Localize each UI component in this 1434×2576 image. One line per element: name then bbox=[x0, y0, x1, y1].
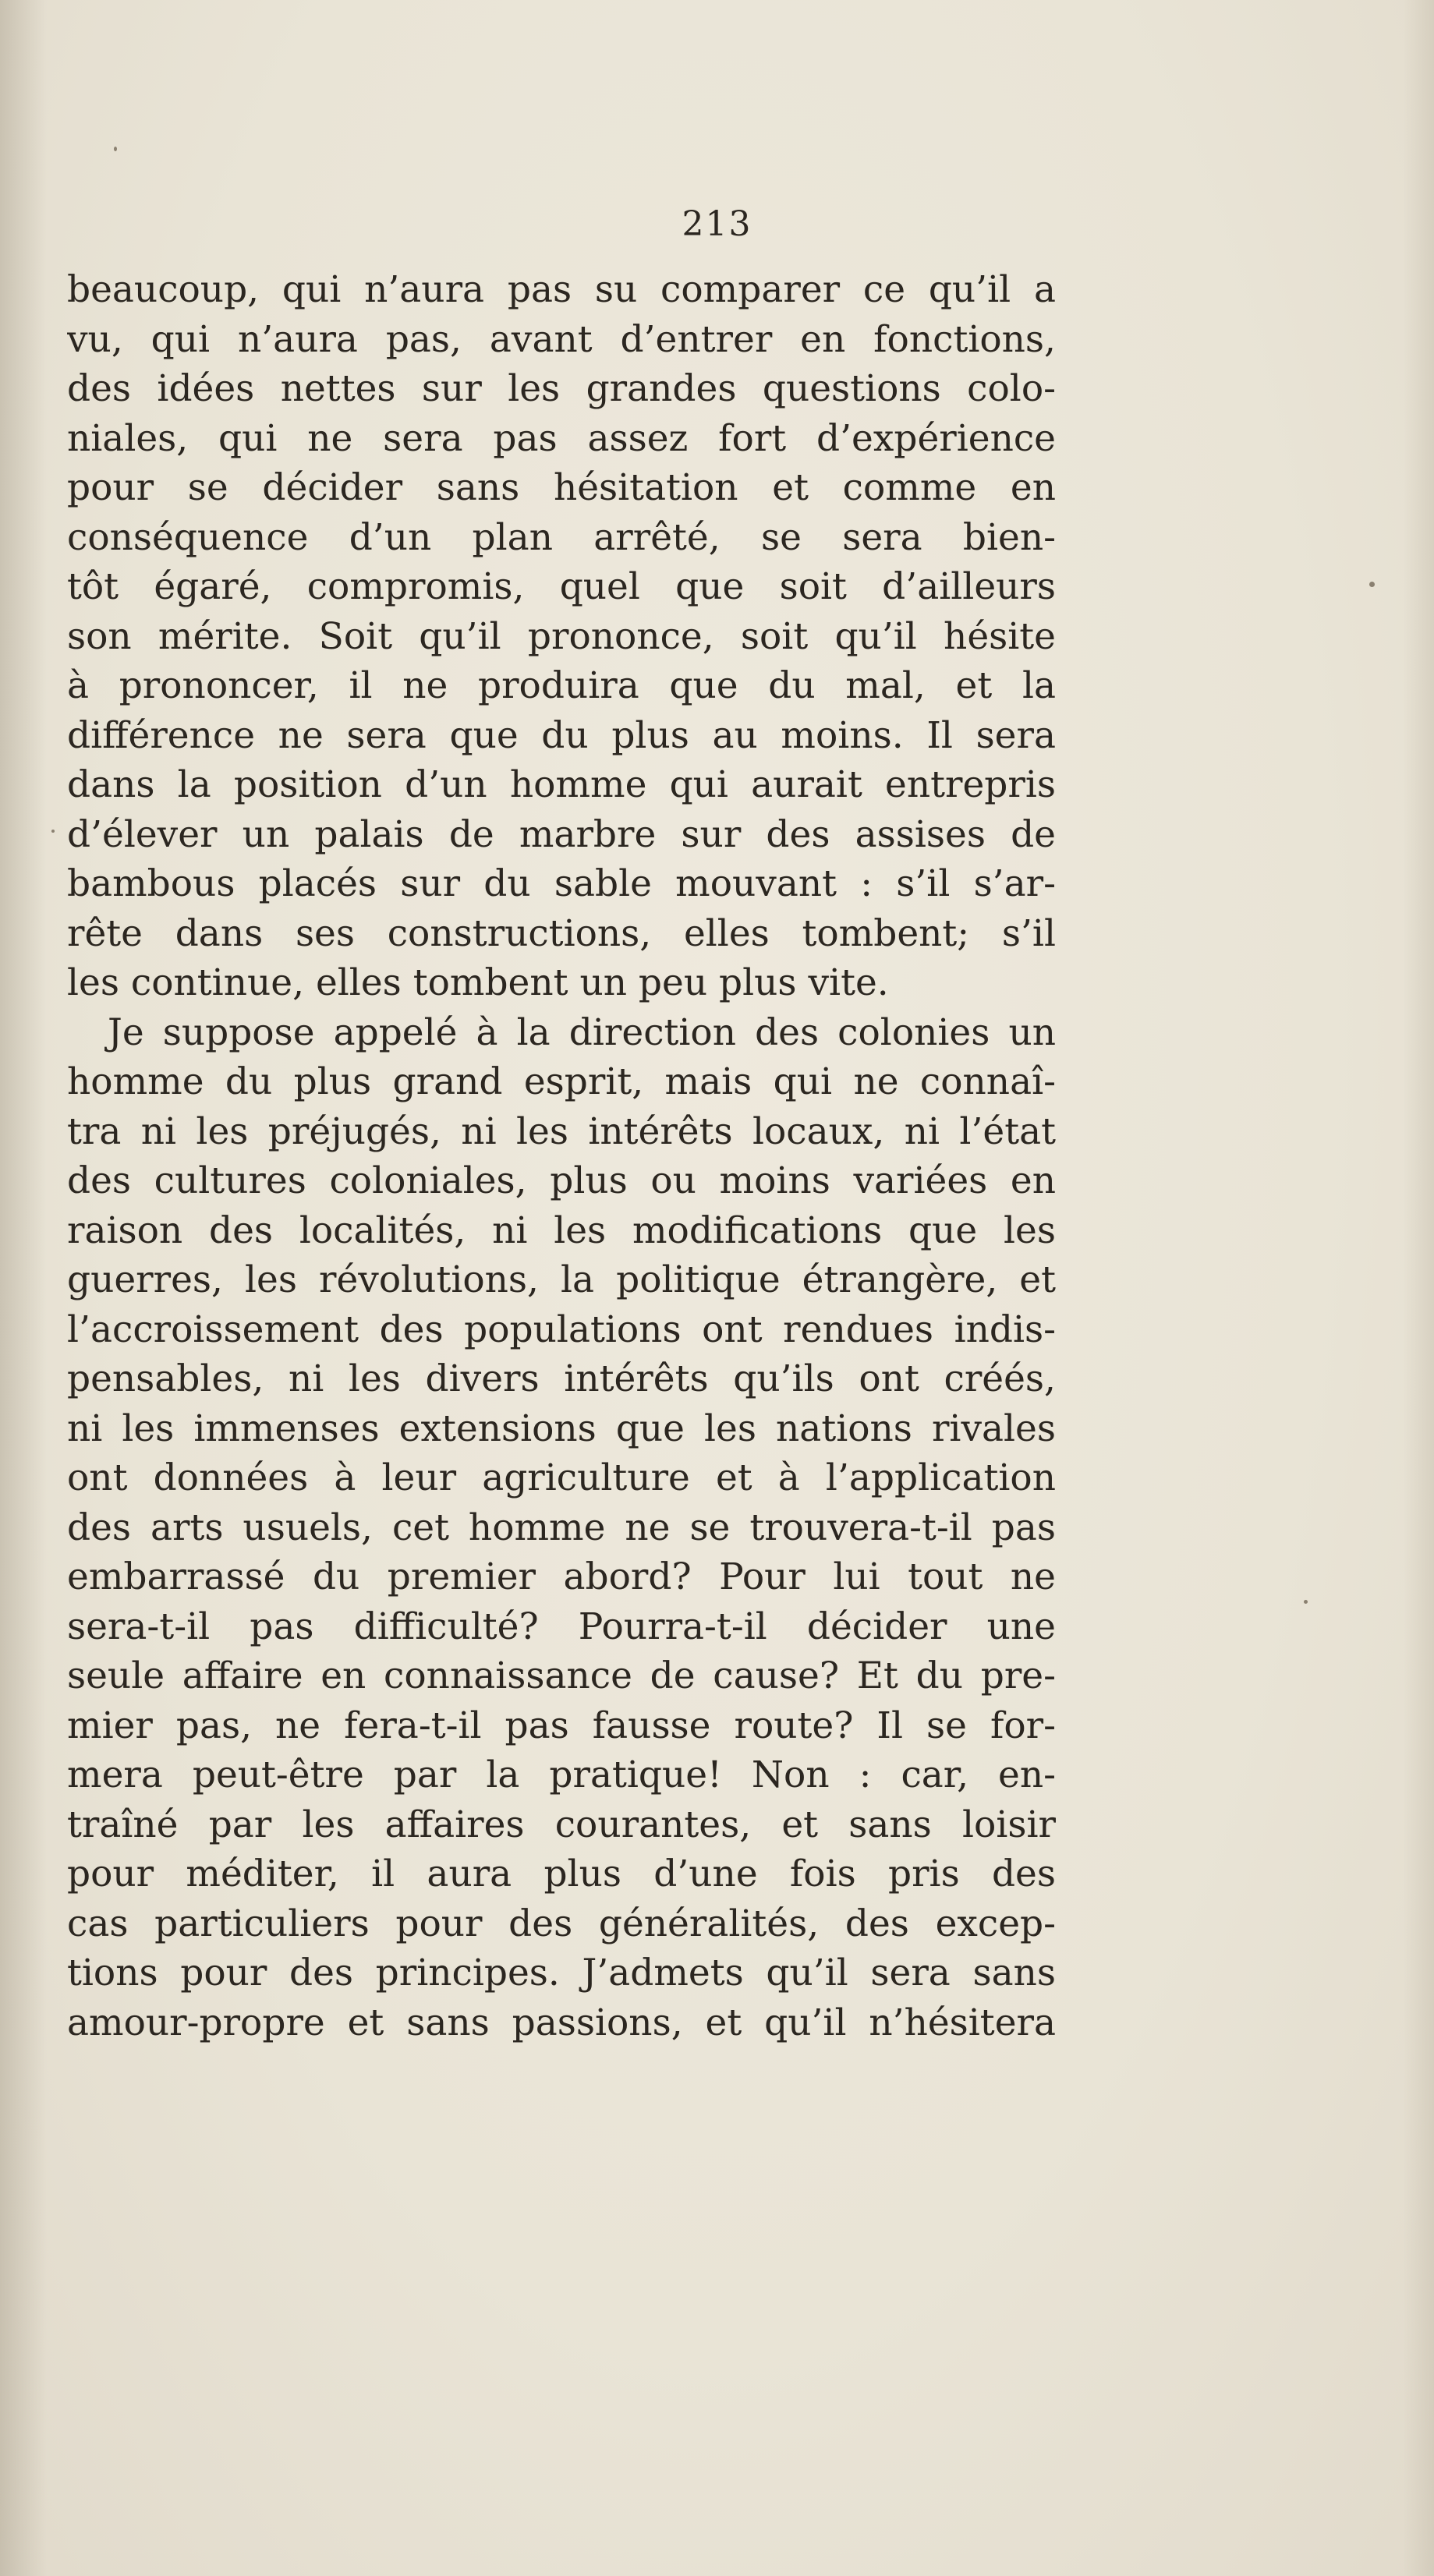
text-line: l’accroissement des populations ont rendues indis- bbox=[67, 1307, 1056, 1351]
text-line: conséquence d’un plan arrêté, se sera bien- bbox=[67, 515, 1056, 559]
text-line: raison des localités, ni les modifications que les bbox=[67, 1208, 1056, 1252]
text-line: rête dans ses constructions, elles tombent; s’il bbox=[67, 911, 1056, 955]
body-text bbox=[67, 265, 1056, 2047]
text-line: des arts usuels, cet homme ne se trouvera-t-il pas bbox=[67, 1506, 1056, 1549]
paper-speck bbox=[114, 147, 117, 151]
paper-speck bbox=[1304, 1600, 1308, 1604]
text-line: beaucoup, qui n’aura pas su comparer ce qu’il a bbox=[67, 268, 1056, 311]
page-number: 213 bbox=[682, 204, 752, 244]
text-line: mera peut-être par la pratique! Non : car, en- bbox=[67, 1753, 1056, 1796]
text-line: homme du plus grand esprit, mais qui ne connaî- bbox=[67, 1060, 1056, 1103]
text-line: des idées nettes sur les grandes questions colo- bbox=[67, 367, 1056, 410]
text-line: d’élever un palais de marbre sur des assises de bbox=[67, 812, 1056, 856]
text-line: niales, qui ne sera pas assez fort d’expérience bbox=[67, 416, 1056, 460]
text-line: à prononcer, il ne produira que du mal, et la bbox=[67, 664, 1056, 707]
text-line: des cultures coloniales, plus ou moins variées en bbox=[67, 1159, 1056, 1202]
text-line: traîné par les affaires courantes, et sans loisir bbox=[67, 1803, 1056, 1846]
page-edge-shadow bbox=[1403, 0, 1434, 2576]
paper-speck bbox=[1369, 582, 1375, 587]
text-line: Je suppose appelé à la direction des colonies un bbox=[108, 1010, 1056, 1054]
text-line: cas particuliers pour des généralités, des excep- bbox=[67, 1902, 1056, 1945]
paper-speck bbox=[51, 830, 55, 833]
text-line: pour méditer, il aura plus d’une fois pris des bbox=[67, 1852, 1056, 1895]
text-line: tra ni les préjugés, ni les intérêts locaux, ni l’état bbox=[67, 1109, 1056, 1153]
text-line: ni les immenses extensions que les nations rivales bbox=[67, 1407, 1056, 1450]
text-line: amour-propre et sans passions, et qu’il n’hésitera bbox=[67, 2001, 1056, 2044]
text-line: ont données à leur agriculture et à l’application bbox=[67, 1456, 1056, 1499]
text-line: différence ne sera que du plus au moins. Il sera bbox=[67, 713, 1056, 757]
text-line: tôt égaré, compromis, quel que soit d’ailleurs bbox=[67, 565, 1056, 608]
text-line: pensables, ni les divers intérêts qu’ils ont créés, bbox=[67, 1357, 1056, 1400]
text-line: guerres, les révolutions, la politique étrangère, et bbox=[67, 1258, 1056, 1301]
text-line: bambous placés sur du sable mouvant : s’il s’ar- bbox=[67, 862, 1056, 905]
text-line: mier pas, ne fera-t-il pas fausse route? Il se for- bbox=[67, 1704, 1056, 1747]
text-line: son mérite. Soit qu’il prononce, soit qu’il hésite bbox=[67, 614, 1056, 658]
text-line: embarrassé du premier abord? Pour lui tout ne bbox=[67, 1555, 1056, 1598]
text-line: les continue, elles tombent un peu plus vite. bbox=[67, 961, 889, 1004]
gutter-shadow bbox=[0, 0, 47, 2576]
text-line: sera-t-il pas difficulté? Pourra-t-il décider une bbox=[67, 1605, 1056, 1648]
text-line: seule affaire en connaissance de cause? Et du pre- bbox=[67, 1654, 1056, 1697]
text-line: dans la position d’un homme qui aurait entrepris bbox=[67, 763, 1056, 806]
text-line: vu, qui n’aura pas, avant d’entrer en fonctions, bbox=[67, 317, 1056, 361]
text-line: pour se décider sans hésitation et comme en bbox=[67, 466, 1056, 509]
paragraph-2 bbox=[67, 1008, 1056, 2048]
text-line: tions pour des principes. J’admets qu’il sera sans bbox=[67, 1951, 1056, 1994]
paragraph-1 bbox=[67, 265, 1056, 1008]
